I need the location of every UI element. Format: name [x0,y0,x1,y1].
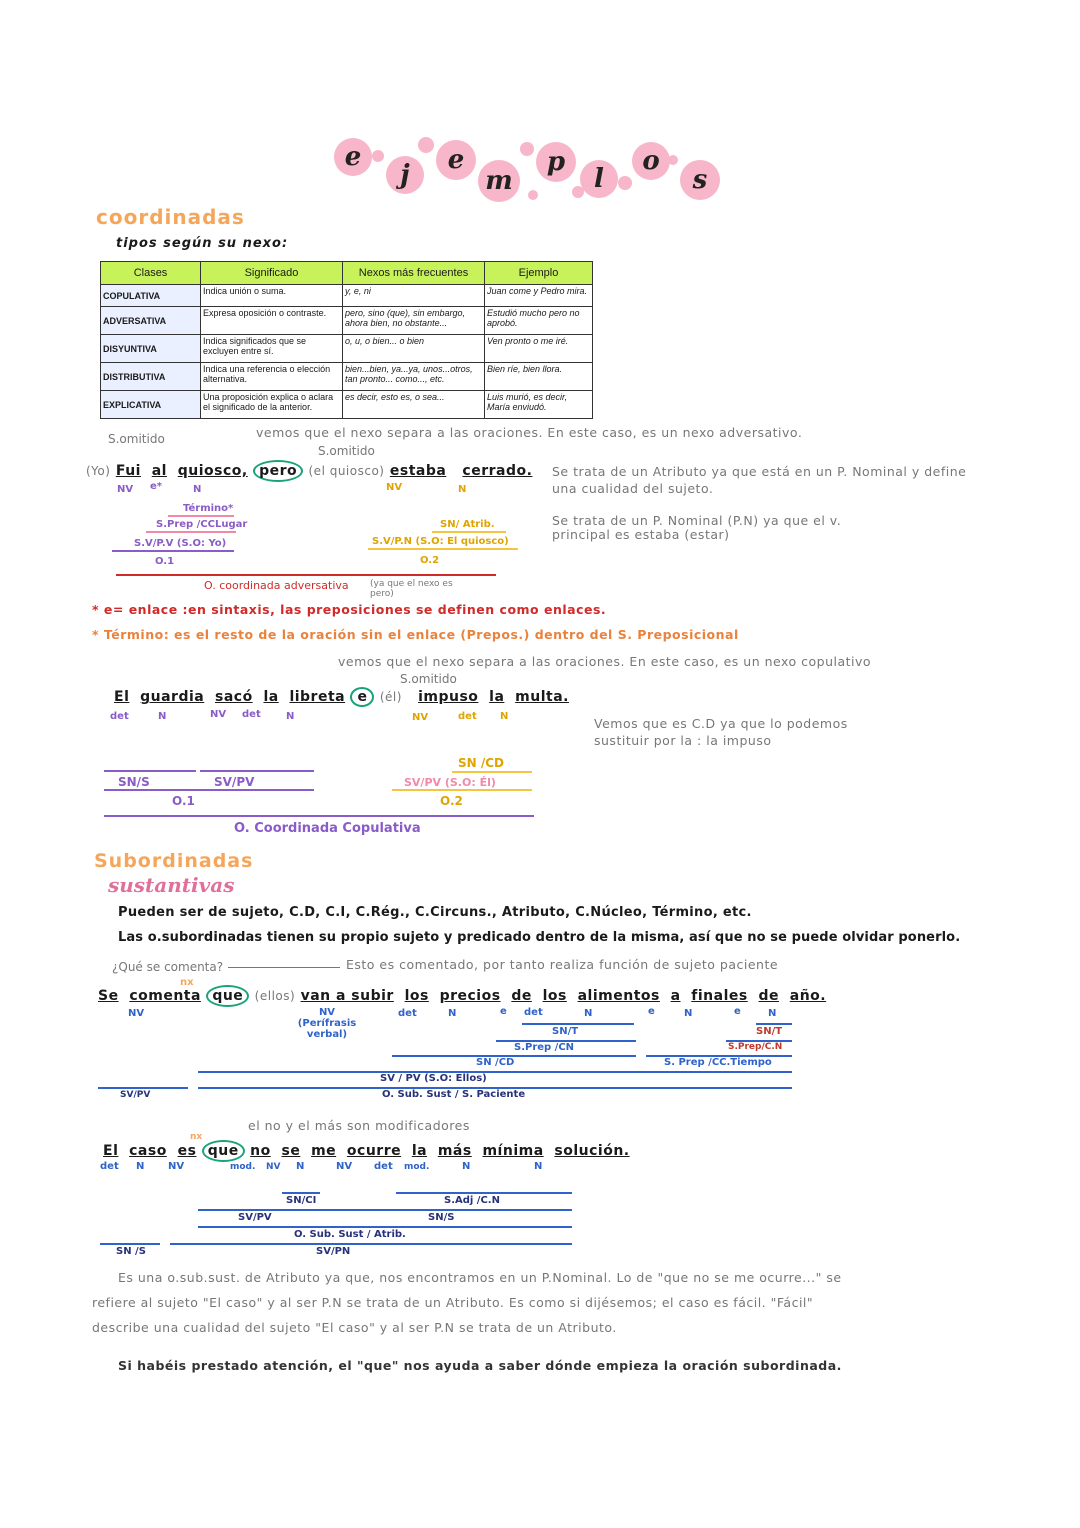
label: det [374,1161,393,1172]
note-copulativo: vemos que el nexo separa a las oraciones. En este caso, es un nexo copulativo [338,654,872,669]
sentence-3 [98,988,826,1004]
label: S.Prep /CN [514,1042,575,1053]
label: nx [180,977,194,988]
word: se [281,1143,301,1159]
word: más [437,1143,472,1159]
underline [104,770,196,772]
word: Se [98,988,119,1004]
word: es [177,1143,197,1159]
word: los [404,988,429,1004]
word: no [250,1143,271,1159]
title-letter: o [632,142,670,180]
paragraph: Pueden ser de sujeto, C.D, C.I, C.Rég., C.Circuns., Atributo, C.Núcleo, Término, etc. [118,905,752,920]
label: S.V/P.V (S.O: Yo) [134,538,227,549]
final-note: Si habéis prestado atención, el "que" nos ayuda a saber dónde empieza la oración subordinada. [118,1358,842,1373]
table-header: Clases [101,262,201,285]
word: El [103,1143,119,1159]
label: NV [386,482,403,493]
label: nx [190,1132,203,1142]
label: NV [336,1161,353,1172]
label: O.2 [420,555,440,566]
label: O.2 [440,794,463,808]
word: al [151,463,167,479]
label-note: (ya que el nexo es pero) [370,579,453,599]
explanation-line: refiere al sujeto "El caso" y al ser P.N se trata de un Atributo. Es como si dijésemos; el caso es fácil. "Fácil" [92,1295,814,1310]
side-note-pnominal: Se trata de un P. Nominal (P.N) ya que el v. principal es estaba (estar) [552,513,842,542]
word: los [542,988,567,1004]
s-omitido-label: S.omitido [108,432,165,446]
title-letter: e [436,140,476,180]
label: det [100,1161,119,1172]
table-cell: y, e, ni [343,285,485,307]
label: SN/S [428,1212,455,1223]
label: N [158,711,167,722]
table-header: Nexos más frecuentes [343,262,485,285]
underline [432,531,506,533]
label: S.Adj /C.N [444,1195,500,1206]
question-label: ¿Qué se comenta? [112,960,224,974]
label: S.V/P.N (S.O: El quiosco) [372,536,509,547]
label: N [462,1161,471,1172]
table-cell: Indica significados que se excluyen entre sí. [201,335,343,363]
underline [104,789,314,791]
table-cell: Una proposición explica o aclara el significado de la anterior. [201,391,343,419]
label: SN/ Atrib. [440,519,495,530]
label: N [136,1161,145,1172]
underline [198,1209,372,1211]
underline [104,815,534,817]
word: de [758,988,780,1004]
decor-dot [618,176,632,190]
decor-dot [520,142,534,156]
underline [756,1023,792,1025]
note-modificadores: el no y el más son modificadores [248,1118,470,1133]
table-cell: COPULATIVA [101,285,201,307]
nexo-circle: e [350,687,374,707]
table-cell: o, u, o bien... o bien [343,335,485,363]
word: Fui [115,463,141,479]
label: S.Prep /CCLugar [156,519,248,530]
side-note-cd: Vemos que es C.D ya que lo podemos sustituir por la : la impuso [594,716,848,748]
table-cell: Estudió mucho pero no aprobó. [485,307,593,335]
table-cell: DISYUNTIVA [101,335,201,363]
table-cell: bien...bien, ya...ya, unos...otros, tan pronto... como..., etc. [343,363,485,391]
table-row [101,335,593,363]
table-row [101,285,593,307]
underline [198,1226,572,1228]
decor-dot [528,190,538,200]
underline [522,1023,634,1025]
word: (Yo) [86,464,111,478]
underline [392,789,532,791]
table-cell: Indica unión o suma. [201,285,343,307]
underline [98,1087,188,1089]
label: e [734,1006,741,1017]
label: e [500,1006,507,1017]
word: impuso [418,689,479,705]
label: SV/PV [214,775,255,789]
label: N [286,711,295,722]
table-row [101,363,593,391]
title-letter: m [478,160,520,202]
label: SV/PN [316,1246,351,1257]
word: alimentos [577,988,660,1004]
table-row [101,307,593,335]
section-subtitle-sustantivas: sustantivas [108,873,235,897]
underline [170,1243,572,1245]
word: estaba [389,463,447,479]
table-row [101,391,593,419]
word: quiosco, [177,463,248,479]
word: año. [789,988,827,1004]
word: guardia [140,689,205,705]
word: la [489,689,505,705]
word: (ellos) [254,989,296,1003]
conjunctions-table [100,261,593,419]
word: precios [439,988,501,1004]
s-omitido-label: S.omitido [318,444,375,458]
nexo-circle: que [206,985,249,1007]
label: SV/PV [120,1090,151,1100]
note-sujeto-paciente: Esto es comentado, por tanto realiza función de sujeto paciente [346,957,779,972]
word: (el quiosco) [308,464,385,478]
underline [198,1071,792,1073]
label: SN /S [116,1246,146,1257]
underline [370,1209,572,1211]
underline [168,515,234,517]
label: det [458,711,477,722]
section-subtitle: tipos según su nexo: [116,236,289,251]
explanation-line: Es una o.sub.sust. de Atributo ya que, nos encontramos en un P.Nominal. Lo de "que no se me ocurre..." se [118,1270,842,1285]
table-cell: DISTRIBUTIVA [101,363,201,391]
table-cell: Ven pronto o me iré. [485,335,593,363]
s-omitido-label: S.omitido [400,672,457,686]
word: sacó [214,689,253,705]
label: SN/CI [286,1195,317,1206]
label: SN/T [756,1026,783,1037]
label: N [768,1008,777,1019]
table-cell: Luis murió, es decir, María enviudó. [485,391,593,419]
underline [116,574,496,576]
word: a [670,988,681,1004]
paragraph: Las o.subordinadas tienen su propio sujeto y predicado dentro de la misma, así que no se puede olvidar ponerlo. [118,930,961,945]
label: SN /CD [458,756,505,770]
word: finales [691,988,748,1004]
underline [452,771,532,773]
word: la [411,1143,428,1159]
table-cell: Indica una referencia o elección alternativa. [201,363,343,391]
label: N [684,1008,693,1019]
title-letter: e [334,138,372,176]
label: O. Coordinada Copulativa [234,821,421,836]
label: SV/PV (S.O: Él) [404,776,496,789]
label: O.1 [172,794,195,808]
label: det [398,1008,417,1019]
label: e [648,1006,655,1017]
decor-dot [418,137,434,153]
underline [112,550,234,552]
word: me [311,1143,337,1159]
label: SN /CD [476,1057,515,1068]
word: van a subir [300,988,394,1004]
underline [100,1243,160,1245]
section-title-coordinadas: coordinadas [96,205,245,229]
word: mínima [482,1143,544,1159]
word: ocurre [346,1143,402,1159]
label: N [584,1008,593,1019]
note-enlace: * e= enlace :en sintaxis, las preposiciones se definen como enlaces. [92,602,607,617]
label: SN/T [552,1026,579,1037]
label: det [242,709,261,720]
word: de [511,988,532,1004]
explanation-line: describe una cualidad del sujeto "El caso" y al ser P.N se trata de un Atributo. [92,1320,617,1335]
word: multa. [515,689,569,705]
table-cell: EXPLICATIVA [101,391,201,419]
sentence-2 [114,689,569,705]
sentence-1 [86,463,532,479]
label: S.Prep/C.N [728,1042,783,1052]
label: O. Sub. Sust / Atrib. [294,1229,406,1240]
label: O. Sub. Sust / S. Paciente [382,1089,526,1100]
title-letter: l [580,160,618,198]
title-letter: s [680,160,720,200]
label: e* [150,481,163,492]
label: N [193,484,202,495]
underline [200,770,314,772]
underline [368,548,518,550]
label: N [448,1008,457,1019]
label: NV [168,1161,185,1172]
label: NV [117,484,134,495]
label: N [500,711,509,722]
section-title-subordinadas: Subordinadas [94,850,254,872]
label: O.1 [155,556,175,567]
table-cell: Expresa oposición o contraste. [201,307,343,335]
table-cell: Bien ríe, bien llora. [485,363,593,391]
table-cell: es decir, esto es, o sea... [343,391,485,419]
word: El [114,689,130,705]
arrow-line [228,967,340,968]
label: mod. [404,1162,430,1172]
underline [396,1192,572,1194]
nexo-circle: que [202,1140,245,1162]
label: NV [412,712,429,723]
decor-dot [372,150,384,162]
label: Término* [183,503,234,514]
nexo-circle: pero [253,460,303,482]
word: libreta [289,689,346,705]
label: SN/S [118,775,150,789]
word: (él) [379,690,402,704]
table-cell: Juan come y Pedro mira. [485,285,593,307]
note-termino: * Término: es el resto de la oración sin el enlace (Prepos.) dentro del S. Preposicional [92,627,739,642]
table-header: Significado [201,262,343,285]
title-letter: p [536,142,576,182]
note-adversativo: vemos que el nexo separa a las oraciones. En este caso, es un nexo adversativo. [256,425,803,440]
title-letter: j [386,156,424,194]
word: cerrado. [462,463,533,479]
underline [282,1192,320,1194]
label: O. coordinada adversativa [204,579,349,592]
label: mod. [230,1162,256,1172]
label: det [524,1007,543,1018]
label: NV [128,1008,145,1019]
word: la [263,689,279,705]
underline [146,531,236,533]
label: NV [266,1162,281,1172]
word: caso [129,1143,167,1159]
label: N [296,1161,305,1172]
table-cell: ADVERSATIVA [101,307,201,335]
label: SV / PV (S.O: Ellos) [380,1073,487,1084]
table-header: Ejemplo [485,262,593,285]
table-cell: pero, sino (que), sin embargo, ahora bien, no obstante... [343,307,485,335]
word: solución. [554,1143,630,1159]
label: NV (Perífrasis verbal) [297,1007,357,1040]
label: S. Prep /CC.Tiempo [664,1057,772,1068]
label: SV/PV [238,1212,272,1223]
label: det [110,711,129,722]
sentence-4 [103,1143,630,1159]
label: N [458,484,467,495]
label: N [534,1161,543,1172]
word: comenta [129,988,201,1004]
side-note-atributo: Se trata de un Atributo ya que está en un P. Nominal y define una cualidad del sujeto. [552,464,967,496]
label: NV [210,709,227,720]
table-header-row [101,262,593,285]
